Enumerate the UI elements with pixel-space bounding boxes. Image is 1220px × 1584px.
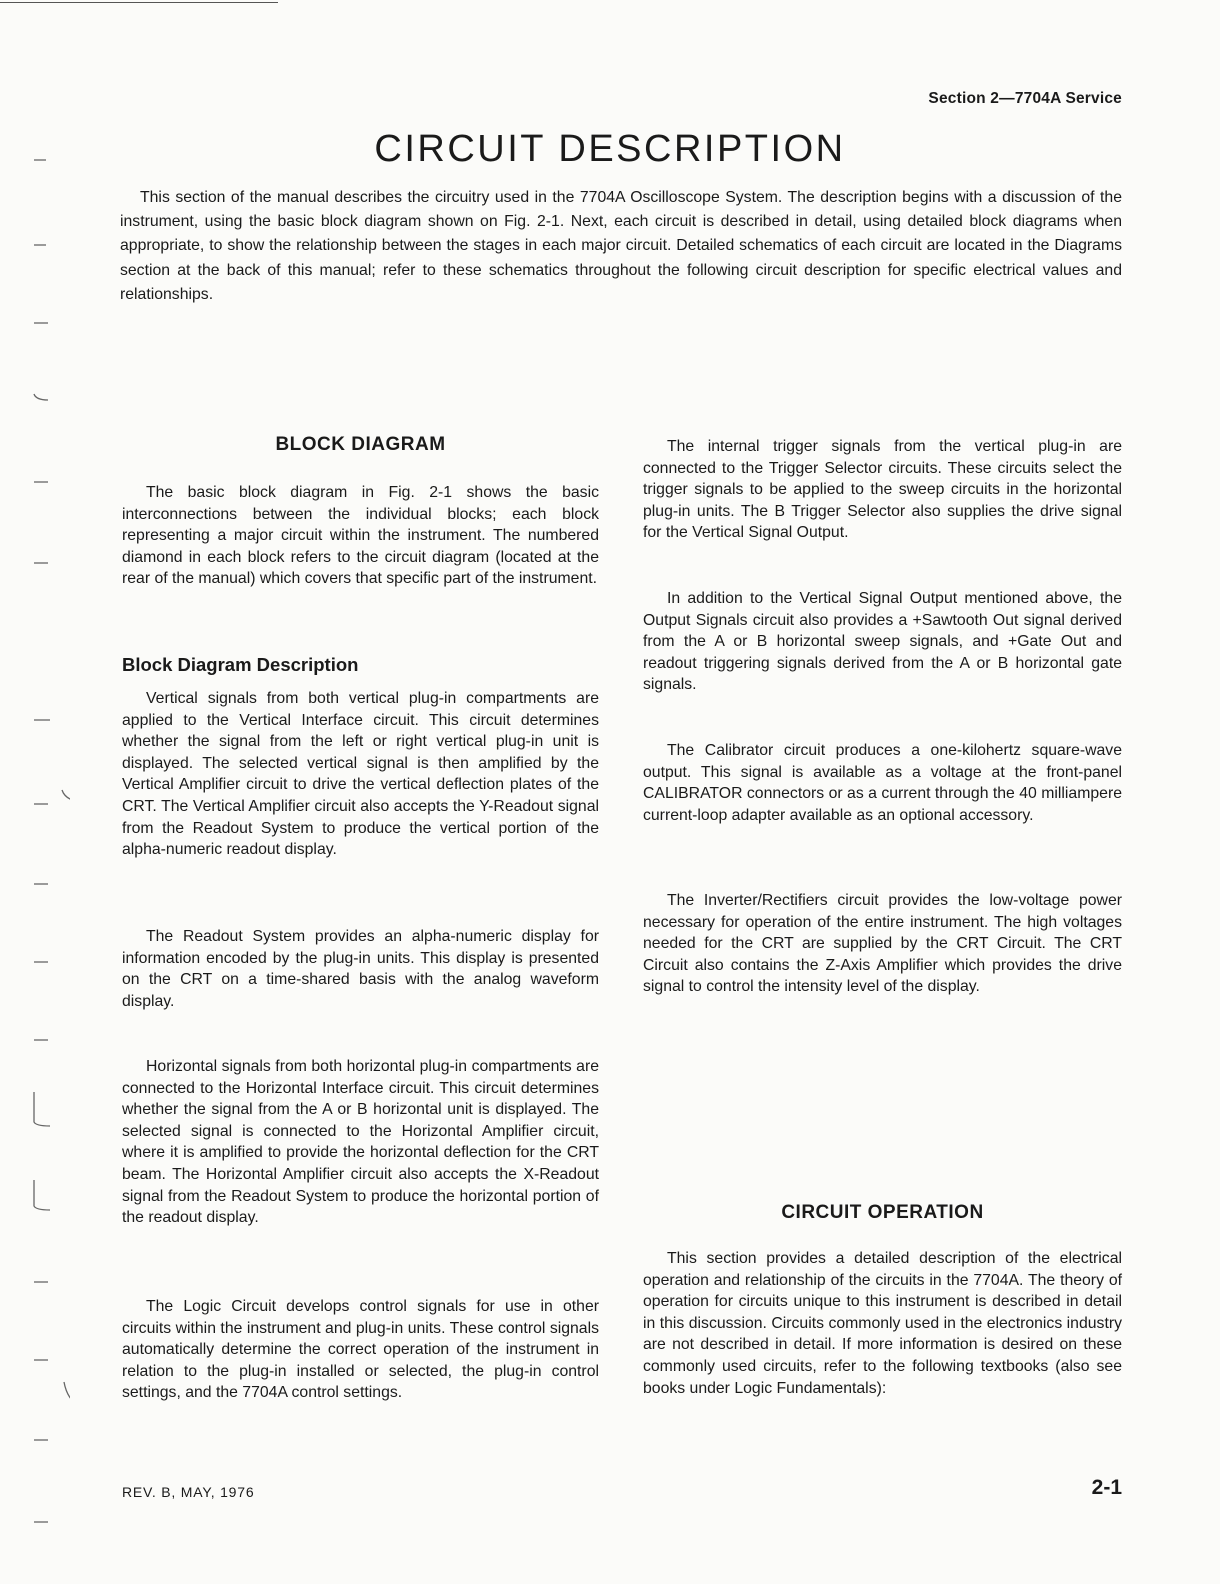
section-header: Section 2—7704A Service [928,90,1122,107]
block-diagram-description-heading-block [122,654,599,676]
circuit-operation-paragraph-block [643,1248,1122,1399]
circuit-operation-heading: CIRCUIT OPERATION [781,1202,984,1223]
block-diagram-paragraph-block [122,482,599,590]
output-signals-paragraph-block [643,588,1122,696]
circuit-operation-heading-block [643,1202,1122,1224]
inverter-rectifiers-paragraph-block [643,890,1122,998]
calibrator-paragraph-block [643,740,1122,826]
intro-paragraph: This section of the manual describes the circuitry used in the 7704A Oscilloscope System. The description begins with a discussion of the instrument, using the basic block diagram shown on Fig. 2-1. Next, each circuit is described in detail, using detailed block diagrams when appropriate, to show the relationship between the stages in each major circuit. Detailed schematics of each circuit are located in the Diagrams section at the back of this manual; refer to these schematics throughout the following circuit description for specific electrical values and relationships. [120,189,1122,303]
horizontal-signals-paragraph-block [122,1056,599,1229]
binding-margin-marks [0,0,70,1584]
inverter-rectifiers-paragraph: The Inverter/Rectifiers circuit provides the low-voltage power necessary for operation of the entire instrument. The high voltages needed for the CRT are supplied by the CRT Circuit. The CRT Circuit also contains the Z-Axis Amplifier which provides the drive signal to control the intensity level of the display. [643,892,1122,996]
calibrator-paragraph: The Calibrator circuit produces a one-kilohertz square-wave output. This signal is available as a voltage at the front-panel CALIBRATOR connectors or as a current through the 40 milliampere current-loop adapter available as an optional accessory. [643,742,1122,824]
block-diagram-heading-block [122,434,599,456]
readout-system-paragraph: The Readout System provides an alpha-numeric display for information encoded by the plug-in units. This display is presented on the CRT on a time-shared basis with the analog waveform display. [122,928,599,1010]
readout-system-paragraph-block [122,926,599,1012]
horizontal-signals-paragraph: Horizontal signals from both horizontal plug-in compartments are connected to the Horizontal Interface circuit. This circuit determines whether the signal from the A or B horizontal unit is displayed. The selected signal is connected to the Horizontal Amplifier circuit, where it is amplified to provide the horizontal deflection for the CRT beam. The Horizontal Amplifier circuit also accepts the X-Readout signal from the Readout System to produce the horizontal portion of the readout display. [122,1058,599,1227]
output-signals-paragraph: In addition to the Vertical Signal Output mentioned above, the Output Signals circuit also provides a +Sawtooth Out signal derived from the A or B horizontal sweep signals, and +Gate Out and readout triggering signals derived from the A or B horizontal gate signals. [643,590,1122,694]
vertical-signals-paragraph-block [122,688,599,861]
circuit-operation-paragraph: This section provides a detailed description of the electrical operation and relationship of the circuits in the 7704A. The theory of operation for circuits unique to this instrument is described in detail in this discussion. Circuits commonly used in the electronics industry are not described in detail. If more information is desired on these commonly used circuits, refer to the following textbooks (also see books under Logic Fundamentals): [643,1250,1122,1397]
logic-circuit-paragraph: The Logic Circuit develops control signals for use in other circuits within the instrument and plug-in units. These control signals automatically determine the correct operation of the instrument in relation to the plug-in installed or selected, the plug-in control settings, and the 7704A control settings. [122,1298,599,1402]
block-diagram-paragraph: The basic block diagram in Fig. 2-1 shows the basic interconnections between the individual blocks; each block representing a major circuit within the instrument. The numbered diamond in each block refers to the circuit diagram (located at the rear of the manual) which covers that specific part of the instrument. [122,484,599,588]
page-number: 2-1 [1091,1476,1122,1499]
trigger-paragraph-block [643,436,1122,544]
logic-circuit-paragraph-block [122,1296,599,1404]
page-title: CIRCUIT DESCRIPTION [374,128,846,170]
block-diagram-description-heading: Block Diagram Description [122,654,359,675]
trigger-paragraph: The internal trigger signals from the vertical plug-in are connected to the Trigger Selector circuits. These circuits select the trigger signals to be applied to the sweep circuits in the horizontal plug-in units. The B Trigger Selector also supplies the drive signal for the Vertical Signal Output. [643,438,1122,542]
vertical-signals-paragraph: Vertical signals from both vertical plug-in compartments are applied to the Vertical Interface circuit. This circuit determines whether the signal from the left or right vertical plug-in unit is displayed. The selected vertical signal is then amplified by the Vertical Amplifier circuit to drive the vertical deflection plates of the CRT. The Vertical Amplifier circuit also accepts the Y-Readout signal from the Readout System to produce the vertical portion of the alpha-numeric readout display. [122,690,599,859]
revision-footer: REV. B, MAY, 1976 [122,1484,255,1500]
block-diagram-heading: BLOCK DIAGRAM [275,434,446,455]
